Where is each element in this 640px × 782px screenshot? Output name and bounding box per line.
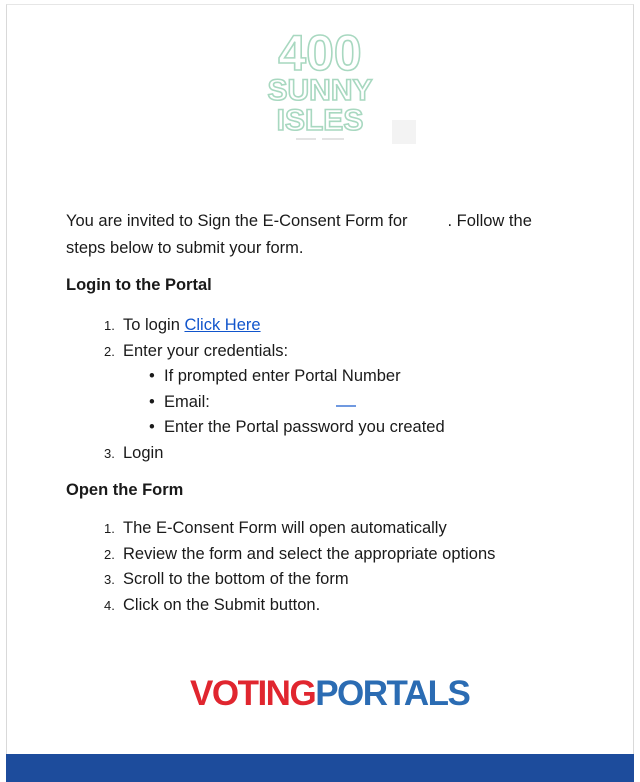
step-text: To login bbox=[123, 316, 185, 334]
bullet-icon: • bbox=[149, 418, 155, 436]
list-item bbox=[104, 593, 495, 619]
step-number: 1. bbox=[104, 521, 115, 536]
step-number: 3. bbox=[104, 572, 115, 587]
bullet-icon: • bbox=[149, 392, 155, 411]
list-item bbox=[104, 542, 495, 568]
sunny-isles-logo bbox=[266, 26, 422, 150]
form-steps-list bbox=[104, 516, 495, 618]
bullet-icon: • bbox=[149, 367, 155, 385]
brand-part-voting: VOTING bbox=[190, 674, 316, 713]
step-text: Click on the Submit button. bbox=[123, 595, 321, 614]
logo-placeholder-box bbox=[392, 120, 416, 144]
credential-text: Enter the Portal password you created bbox=[164, 418, 445, 436]
form-section-title: Open the Form bbox=[66, 481, 184, 499]
intro-text bbox=[66, 208, 566, 262]
list-item bbox=[104, 339, 445, 441]
step-text: Scroll to the bottom of the form bbox=[123, 570, 349, 588]
logo-tagline-mark bbox=[322, 138, 344, 140]
credential-text: Email: bbox=[164, 392, 210, 411]
intro-text-part2: . Follow the steps below to submit your form. bbox=[66, 212, 532, 257]
list-item bbox=[104, 567, 495, 593]
list-item bbox=[104, 313, 445, 339]
list-item bbox=[147, 415, 445, 441]
list-item bbox=[104, 516, 495, 542]
step-number: 3. bbox=[104, 445, 115, 461]
list-item bbox=[147, 390, 445, 416]
login-link[interactable]: Click Here bbox=[184, 316, 261, 334]
step-number: 2. bbox=[104, 546, 115, 562]
logo-tagline-mark bbox=[296, 138, 316, 140]
credentials-list bbox=[123, 364, 445, 441]
step-text: The E-Consent Form will open automatically bbox=[123, 519, 447, 537]
step-number: 4. bbox=[104, 597, 115, 613]
logo-line3: ISLES bbox=[276, 104, 364, 137]
step-text: Login bbox=[123, 443, 164, 462]
step-text: Enter your credentials: bbox=[123, 341, 289, 360]
redacted-email-link[interactable] bbox=[214, 397, 364, 407]
login-section-title: Login to the Portal bbox=[66, 276, 212, 294]
step-number: 1. bbox=[104, 318, 115, 333]
list-item bbox=[147, 364, 445, 390]
footer-bar bbox=[6, 754, 634, 782]
list-item bbox=[104, 441, 445, 467]
step-text: Review the form and select the appropriate options bbox=[123, 544, 496, 563]
voting-portals-logo bbox=[190, 674, 469, 714]
login-steps-list bbox=[104, 313, 445, 466]
credential-text: If prompted enter Portal Number bbox=[164, 367, 401, 385]
brand-part-portals: PORTALS bbox=[315, 674, 470, 713]
intro-text-part1: You are invited to Sign the E-Consent Form for bbox=[66, 212, 408, 230]
step-number: 2. bbox=[104, 343, 115, 359]
logo-line2: SUNNY bbox=[267, 74, 373, 107]
logo-line1: 400 bbox=[278, 26, 362, 81]
